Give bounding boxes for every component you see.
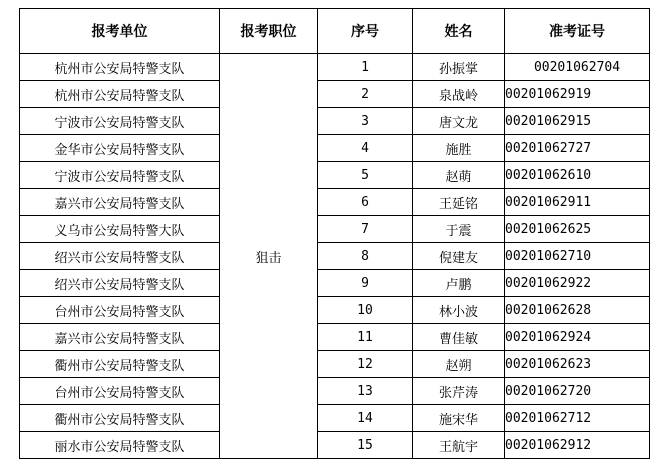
cell-unit: 丽水市公安局特警支队 — [20, 432, 220, 459]
cell-name: 施胜 — [413, 135, 505, 162]
cell-exam-id: 00201062610 — [505, 162, 650, 189]
cell-unit: 义乌市公安局特警大队 — [20, 216, 220, 243]
cell-name: 曹佳敏 — [413, 324, 505, 351]
cell-unit: 衢州市公安局特警支队 — [20, 351, 220, 378]
cell-name: 赵朔 — [413, 351, 505, 378]
cell-exam-id: 00201062704 — [505, 54, 650, 81]
table-row — [20, 54, 650, 81]
cell-name: 倪建友 — [413, 243, 505, 270]
cell-exam-id: 00201062625 — [505, 216, 650, 243]
header-exam-id: 准考证号 — [505, 9, 650, 54]
cell-exam-id: 00201062912 — [505, 432, 650, 459]
header-post: 报考职位 — [220, 9, 318, 54]
cell-name: 赵萌 — [413, 162, 505, 189]
table-row — [20, 351, 650, 378]
cell-number: 13 — [318, 378, 413, 405]
header-unit: 报考单位 — [20, 9, 220, 54]
cell-number: 8 — [318, 243, 413, 270]
cell-number: 7 — [318, 216, 413, 243]
table-row — [20, 405, 650, 432]
cell-exam-id: 00201062710 — [505, 243, 650, 270]
table-row — [20, 135, 650, 162]
cell-name: 林小波 — [413, 297, 505, 324]
cell-name: 于震 — [413, 216, 505, 243]
cell-unit: 金华市公安局特警支队 — [20, 135, 220, 162]
cell-exam-id: 00201062720 — [505, 378, 650, 405]
cell-unit: 嘉兴市公安局特警支队 — [20, 324, 220, 351]
cell-number: 11 — [318, 324, 413, 351]
cell-number: 2 — [318, 81, 413, 108]
header-number: 序号 — [318, 9, 413, 54]
table-row — [20, 324, 650, 351]
cell-unit: 台州市公安局特警支队 — [20, 297, 220, 324]
cell-number: 9 — [318, 270, 413, 297]
cell-post: 狙击 — [220, 54, 318, 459]
cell-number: 15 — [318, 432, 413, 459]
cell-number: 3 — [318, 108, 413, 135]
header-name: 姓名 — [413, 9, 505, 54]
cell-unit: 绍兴市公安局特警支队 — [20, 243, 220, 270]
cell-unit: 宁波市公安局特警支队 — [20, 162, 220, 189]
table-row — [20, 81, 650, 108]
cell-exam-id: 00201062924 — [505, 324, 650, 351]
table-row — [20, 162, 650, 189]
cell-name: 泉战岭 — [413, 81, 505, 108]
cell-exam-id: 00201062915 — [505, 108, 650, 135]
cell-unit: 杭州市公安局特警支队 — [20, 54, 220, 81]
table-row — [20, 243, 650, 270]
cell-unit: 杭州市公安局特警支队 — [20, 81, 220, 108]
table-header — [20, 9, 650, 54]
cell-number: 6 — [318, 189, 413, 216]
table-row — [20, 108, 650, 135]
table-row — [20, 297, 650, 324]
table-row — [20, 432, 650, 459]
cell-exam-id: 00201062727 — [505, 135, 650, 162]
cell-number: 4 — [318, 135, 413, 162]
candidate-table — [19, 8, 650, 459]
table-row — [20, 270, 650, 297]
cell-number: 10 — [318, 297, 413, 324]
cell-unit: 台州市公安局特警支队 — [20, 378, 220, 405]
cell-number: 14 — [318, 405, 413, 432]
table-body — [20, 54, 650, 459]
cell-name: 卢鹏 — [413, 270, 505, 297]
cell-number: 12 — [318, 351, 413, 378]
cell-name: 施宋华 — [413, 405, 505, 432]
cell-name: 张芹涛 — [413, 378, 505, 405]
cell-exam-id: 00201062623 — [505, 351, 650, 378]
cell-number: 1 — [318, 54, 413, 81]
cell-unit: 嘉兴市公安局特警支队 — [20, 189, 220, 216]
cell-name: 王航宇 — [413, 432, 505, 459]
cell-exam-id: 00201062919 — [505, 81, 650, 108]
cell-name: 王延铭 — [413, 189, 505, 216]
cell-exam-id: 00201062922 — [505, 270, 650, 297]
cell-exam-id: 00201062628 — [505, 297, 650, 324]
cell-unit: 宁波市公安局特警支队 — [20, 108, 220, 135]
table-row — [20, 189, 650, 216]
cell-name: 孙振掌 — [413, 54, 505, 81]
cell-unit: 绍兴市公安局特警支队 — [20, 270, 220, 297]
cell-name: 唐文龙 — [413, 108, 505, 135]
cell-exam-id: 00201062712 — [505, 405, 650, 432]
cell-unit: 衢州市公安局特警支队 — [20, 405, 220, 432]
cell-number: 5 — [318, 162, 413, 189]
header-row — [20, 9, 650, 54]
table-row — [20, 378, 650, 405]
cell-exam-id: 00201062911 — [505, 189, 650, 216]
table-row — [20, 216, 650, 243]
